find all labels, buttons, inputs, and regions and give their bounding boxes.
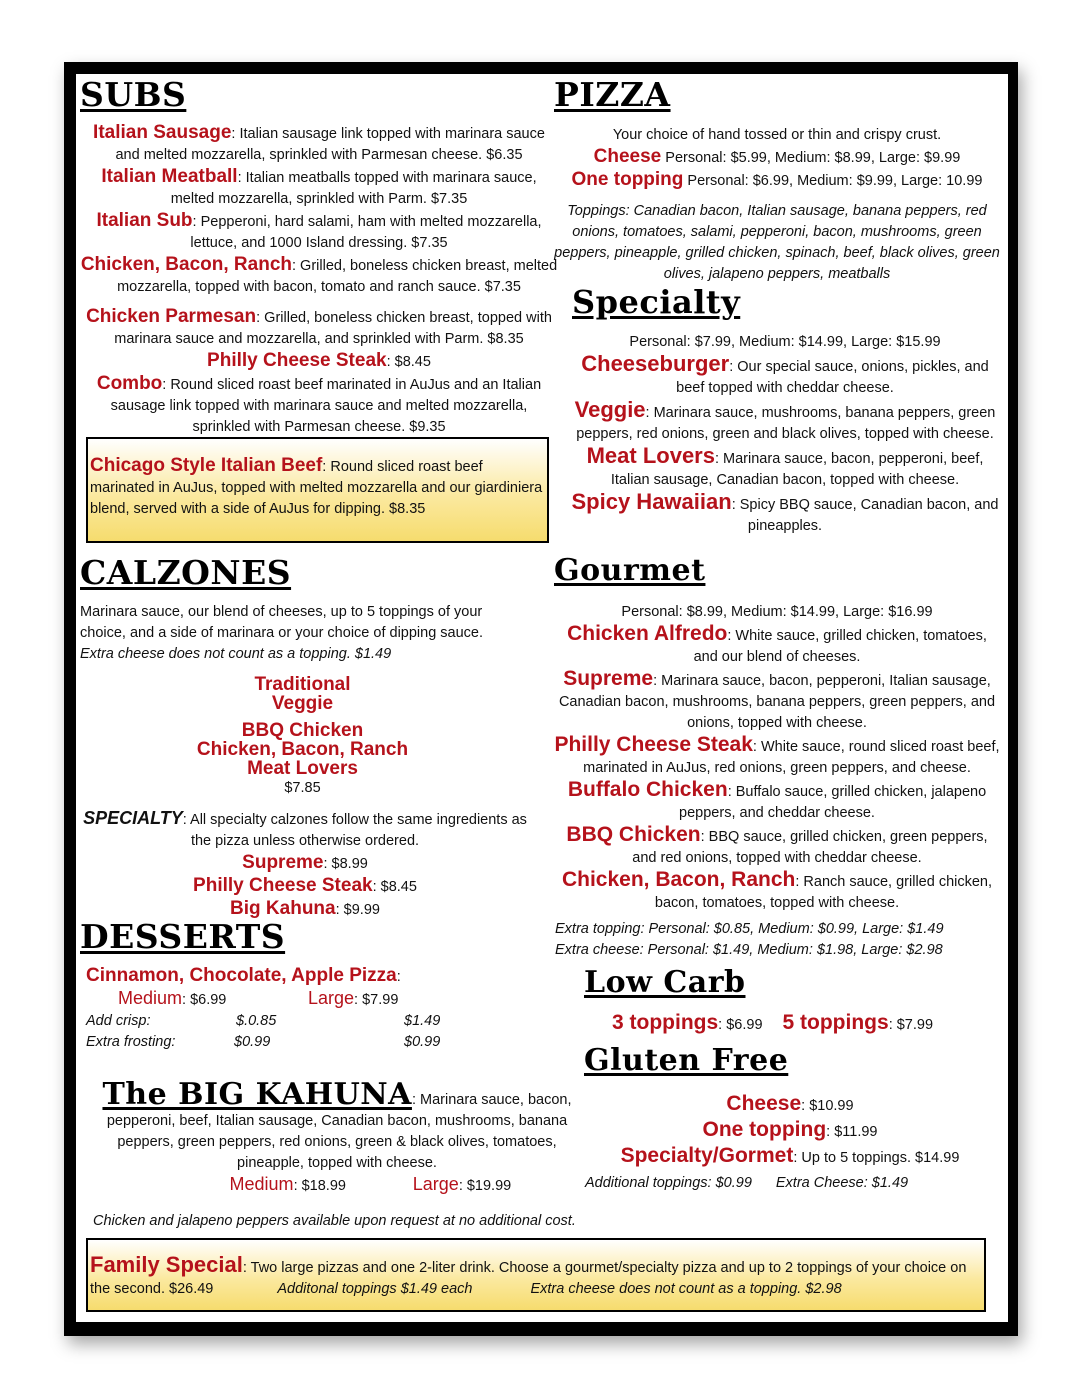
gf-cheese: Cheese: $10.99 <box>726 1092 854 1115</box>
gourmet-supreme: Supreme: Marinara sauce, bacon, pepperoni, Italian sausage, Canadian bacon, mushrooms, banana peppers, green peppers, and onions, topped with cheese. <box>558 667 996 731</box>
calzone-chicken-bacon-ranch: Chicken, Bacon, Ranch <box>196 739 409 760</box>
pizza-section <box>554 125 1000 285</box>
specialty-spicy-hawaiian: Spicy Hawaiian: Spicy BBQ sauce, Canadian bacon, and pineapples. <box>571 489 999 534</box>
chicago-beef-name: Chicago Style Italian Beef <box>90 455 323 476</box>
sub-item-philly: Philly Cheese Steak: $8.45 <box>207 350 431 371</box>
gourmet-chicken-bacon-ranch: Chicken, Bacon, Ranch: Ranch sauce, grilled chicken, bacon, tomatoes, topped with cheese. <box>561 868 993 911</box>
kahuna-note: Chicken and jalapeno peppers available upon request at no additional cost. <box>93 1213 576 1229</box>
calzones-desc: Marinara sauce, our blend of cheeses, up to 5 toppings of your choice, and a side of marinara or your choice of dipping sauce. Extra cheese does not count as a topping. $1.49 <box>80 602 500 665</box>
calzone-philly: Philly Cheese Steak: $8.45 <box>193 875 417 896</box>
specialty-meat-lovers: Meat Lovers: Marinara sauce, bacon, pepperoni, beef, Italian sausage, Canadian bacon, topped with cheese. <box>586 443 984 488</box>
sub-item-chicken-bacon-ranch: Chicken, Bacon, Ranch: Grilled, boneless chicken breast, melted mozzarella, topped with bacon, tomato and ranch sauce. $7.35 <box>80 254 558 295</box>
calzone-supreme: Supreme: $8.99 <box>242 852 368 873</box>
subs-heading: SUBS <box>80 75 187 114</box>
calzones-extra: Extra cheese does not count as a topping. $1.49 <box>80 646 392 662</box>
gourmet-extras <box>555 919 1001 961</box>
subs-list <box>80 122 558 438</box>
family-toppings: Additonal toppings $1.49 each <box>277 1281 473 1297</box>
calzone-bbq-chicken: BBQ Chicken <box>241 720 364 741</box>
calzone-traditional: Traditional <box>254 674 351 695</box>
gf-specialty: Specialty/Gormet: Up to 5 toppings. $14.99 <box>620 1144 960 1167</box>
glutenfree-section <box>580 1092 1000 1170</box>
calzone-veggie: Veggie <box>271 693 334 714</box>
calzone-specialty-desc: SPECIALTY: All specialty calzones follow the same ingredients as the pizza unless otherwise ordered. <box>83 808 527 849</box>
lowcarb-3-toppings: 3 toppings: $6.99 <box>612 1011 763 1034</box>
gourmet-extra-topping: Extra topping: Personal: $0.85, Medium: $0.99, Large: $1.49 <box>555 921 944 937</box>
desserts-heading: DESSERTS <box>80 917 286 956</box>
kahuna-section <box>92 1077 582 1197</box>
pizza-heading: PIZZA <box>554 75 671 114</box>
specialty-prices: Personal: $7.99, Medium: $14.99, Large: $15.99 <box>629 334 941 350</box>
sub-item-combo: Combo: Round sliced roast beef marinated in AuJus and an Italian sausage link topped with marinara sauce and melted mozzarella, sprinkled with Parmesan cheese. $9.35 <box>96 373 542 435</box>
gourmet-bbq-chicken: BBQ Chicken: BBQ sauce, grilled chicken, green peppers, and red onions, topped with cheddar cheese. <box>566 823 988 866</box>
dessert-large: Large: $7.99 <box>308 988 399 1008</box>
chicago-beef-feature-box <box>86 437 549 543</box>
kahuna-medium: Medium: $18.99 <box>229 1174 346 1194</box>
pizza-intro: Your choice of hand tossed or thin and crispy crust. <box>612 127 942 143</box>
sub-item-chicken-parmesan: Chicken Parmesan: Grilled, boneless chicken breast, topped with marinara sauce and mozzarella, and sprinkled with Parm. $8.35 <box>86 306 552 347</box>
gf-one-topping: One topping: $11.99 <box>702 1118 878 1141</box>
calzone-big-kahuna: Big Kahuna: $9.99 <box>230 898 380 919</box>
pizza-toppings: Toppings: Canadian bacon, Italian sausage, banana peppers, red onions, tomatoes, salami, pepperoni, bacon, mushrooms, green peppers, pineapple, grilled chicken, spinach, beef, black olives, green olives, jalapeno peppers, meatballs <box>554 203 1000 282</box>
specialty-heading: Specialty <box>572 283 741 321</box>
desserts-section <box>86 965 546 1053</box>
calzone-meat-lovers: Meat Lovers <box>247 758 358 779</box>
gf-extras <box>585 1173 1005 1194</box>
gourmet-extra-cheese: Extra cheese: Personal: $1.49, Medium: $1.98, Large: $2.98 <box>555 942 943 958</box>
pizza-cheese: Cheese Personal: $5.99, Medium: $8.99, Large: $9.99 <box>593 146 961 167</box>
calzones-specialty <box>80 808 530 921</box>
chicago-beef-desc: : Round sliced roast beef marinated in AuJus, topped with melted mozzarella and our giardiniera blend, served with a side of AuJus for dipping. $8.35 <box>90 459 543 517</box>
family-special-box <box>86 1238 986 1312</box>
specialty-veggie: Veggie: Marinara sauce, mushrooms, banana peppers, green peppers, red onions, green and black olives, topped with cheese. <box>574 397 996 442</box>
dessert-name: Cinnamon, Chocolate, Apple Pizza: <box>86 965 401 986</box>
kahuna-sizes <box>92 1174 582 1197</box>
sub-item-italian-sausage: Italian Sausage: Italian sausage link topped with marinara sauce and melted mozzarella, sprinkled with Parmesan cheese. $6.35 <box>93 122 545 163</box>
pizza-one-topping: One topping Personal: $6.99, Medium: $9.99, Large: 10.99 <box>571 169 983 190</box>
family-special-desc: Family Special: Two large pizzas and one 2-liter drink. Choose a gourmet/specialty pizza and up to 2 toppings of your choice on the second. $26.49 Additonal toppings $1.49 each Extra cheese does not count as a topping. $2.98 <box>90 1252 967 1297</box>
calzones-heading: CALZONES <box>80 553 292 592</box>
gourmet-buffalo-chicken: Buffalo Chicken: Buffalo sauce, grilled chicken, jalapeno peppers, and cheddar cheese. <box>567 778 987 821</box>
gourmet-philly: Philly Cheese Steak: White sauce, round sliced roast beef, marinated in AuJus, red onions, green peppers, and cheese. <box>554 733 1000 776</box>
calzone-price: $7.85 <box>284 780 321 796</box>
sub-item-italian-sub: Italian Sub: Pepperoni, hard salami, ham with melted mozzarella, lettuce, and 1000 Island dressing. $7.35 <box>96 210 542 251</box>
gourmet-heading: Gourmet <box>554 553 706 588</box>
kahuna-large: Large: $19.99 <box>412 1174 512 1194</box>
specialty-section <box>566 332 1004 537</box>
glutenfree-heading: Gluten Free <box>584 1043 789 1078</box>
dessert-row-frosting: Extra frosting: $0.99 $0.99 <box>86 1034 441 1050</box>
lowcarb-heading: Low Carb <box>584 965 746 1000</box>
lowcarb-options <box>612 1012 1012 1036</box>
gf-extra-cheese: Extra Cheese: $1.49 <box>775 1175 909 1191</box>
dessert-sizes <box>86 988 546 1011</box>
lowcarb-5-toppings: 5 toppings: $7.99 <box>782 1011 934 1034</box>
dessert-row-crisp: Add crisp: $.0.85 $1.49 <box>86 1013 441 1029</box>
calzones-list <box>120 675 485 799</box>
gourmet-chicken-alfredo: Chicken Alfredo: White sauce, grilled chicken, tomatoes, and our blend of cheeses. <box>567 622 987 665</box>
family-cheese: Extra cheese does not count as a topping. $2.98 <box>530 1281 842 1297</box>
dessert-medium: Medium: $6.99 <box>118 988 227 1008</box>
gourmet-section <box>554 602 1000 914</box>
gourmet-prices: Personal: $8.99, Medium: $14.99, Large: $16.99 <box>621 604 933 620</box>
kahuna-desc: The BIG KAHUNA: Marinara sauce, bacon, pepperoni, beef, Italian sausage, Canadian bacon, mushrooms, banana peppers, green peppers, red onions, green & black olives, tomatoes, pineapple, topped with cheese. <box>102 1077 572 1171</box>
gf-add-toppings: Additional toppings: $0.99 <box>585 1175 752 1191</box>
specialty-cheeseburger: Cheeseburger: Our special sauce, onions, pickles, and beef topped with cheddar cheese. <box>581 351 989 396</box>
sub-item-italian-meatball: Italian Meatball: Italian meatballs topped with marinara sauce, melted mozzarella, sprinkled with Parm. $7.35 <box>101 166 537 207</box>
